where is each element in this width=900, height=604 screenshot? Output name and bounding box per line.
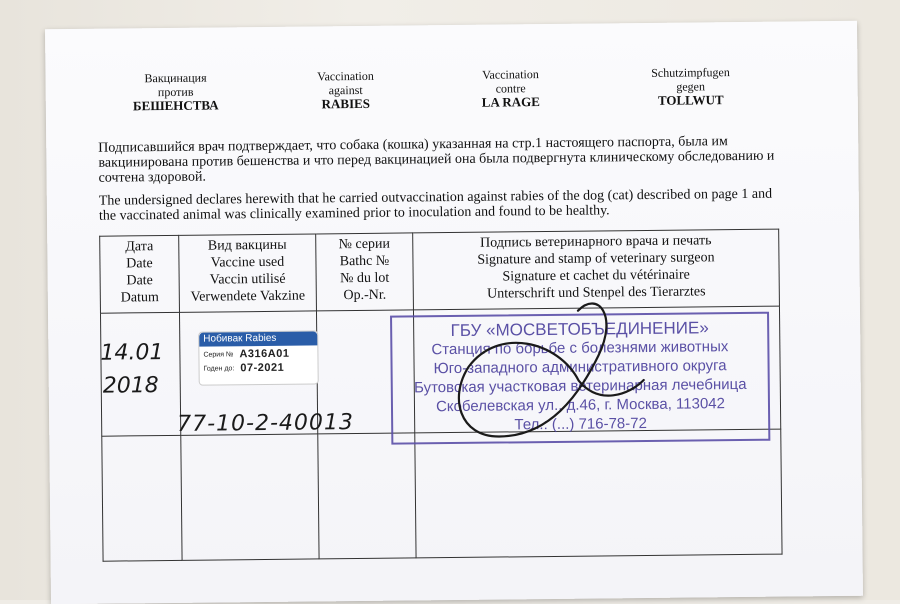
col-serial-fr: № du lot [339,270,390,287]
col-signature-fr: Signature et cachet du vétérinaire [502,267,690,285]
col-serial-en: Bathc № [339,253,390,270]
header-de-title: TOLLWUT [657,92,724,108]
header-fr-line2: contre [495,81,526,96]
col-signature-en: Signature and stamp of veterinary surgeon [477,250,715,268]
header-de [615,65,765,109]
passport-page [45,21,863,604]
sticker-serial-row [199,345,317,360]
handwritten-date-year: 2018 [102,373,159,399]
sticker-valid-value: 07-2021 [240,361,285,375]
sticker-serial-label: Серия № [203,350,234,359]
stamp-line-3: Юго-западного административного округа [433,357,727,378]
col-signature-ru: Подпись ветеринарного врача и печать [480,233,712,251]
header-fr-line1: Vaccination [482,67,539,82]
header-en [275,68,415,111]
stamp-line-4: Бутовская участковая ветеринарная лечебница [413,375,747,397]
col-vaccine-de: Verwendete Vakzine [190,288,306,305]
header-ru-title: БЕШЕНСТВА [132,97,219,114]
col-serial-header [316,233,414,311]
col-vaccine-ru: Вид вакцины [207,237,287,254]
col-signature-de: Unterschrift und Stenpel des Tierarztes [486,284,706,302]
col-serial-ru: № серии [338,236,391,253]
col-date-ru: Дата [125,239,154,255]
handwritten-serial: 77-10-2-40013 [177,410,355,437]
col-vaccine-en: Vaccine used [210,254,285,271]
header-en-line1: Vaccination [317,68,374,84]
col-date-en: Date [126,256,153,272]
header-ru [105,70,245,113]
date-cell [102,435,182,561]
declaration-ru: Подписавшийся врач подтверждает, что собака (кошка) указанная на стр.1 настоящего паспорта, была им вакцинирована против бешенства и что перед вакцинацией она была подвергнута клиническому обследованию и сочтена здоровой. [98,134,775,186]
col-vaccine-fr: Vaccin utilisé [209,271,286,288]
vaccine-sticker [198,330,319,385]
stamp-line-1: ГБУ «МОСВЕТОБЪЕДИНЕНИЕ» [450,318,709,341]
declaration-en: The undersigned declares herewith that he carried outvaccination against rabies of the dog (cat) described on page 1 and the vaccinated animal was clinically examined prior to inoculation and found to be healthy. [98,186,773,224]
serial-cell [318,433,416,559]
sticker-brand: Нобивак Rabies [199,331,317,346]
col-date-header [100,235,180,313]
header-en-title: RABIES [321,95,371,112]
header-de-line1: Schutzimpfugen [651,65,730,80]
header-fr [440,67,580,110]
handwritten-date-day: 14.01 [100,340,164,366]
col-date-de: Datum [120,290,159,306]
stamp-line-5: Скобелевская ул., д.46, г. Москва, 113042 [435,395,726,416]
vet-signature [428,285,660,457]
header-en-line2: against [328,82,363,98]
header-ru-line2: против [157,84,194,100]
stamp-line-2: Станция по борьбе с болезнями животных [431,338,729,359]
col-serial-de: Op.-Nr. [343,287,387,304]
header-de-line2: gegen [676,79,706,94]
col-vaccine-header [179,234,317,312]
header-ru-line1: Вакцинация [144,70,207,86]
stamp-line-6: Тел.: (...) 716-78-72 [514,414,647,434]
vaccine-cell [181,434,319,560]
sticker-serial-value: A316A01 [239,347,290,361]
header-fr-title: LA RAGE [481,94,540,110]
sticker-valid-label: Годен до: [203,364,235,373]
col-date-fr: Date [126,273,153,289]
sticker-valid-row [199,359,317,374]
